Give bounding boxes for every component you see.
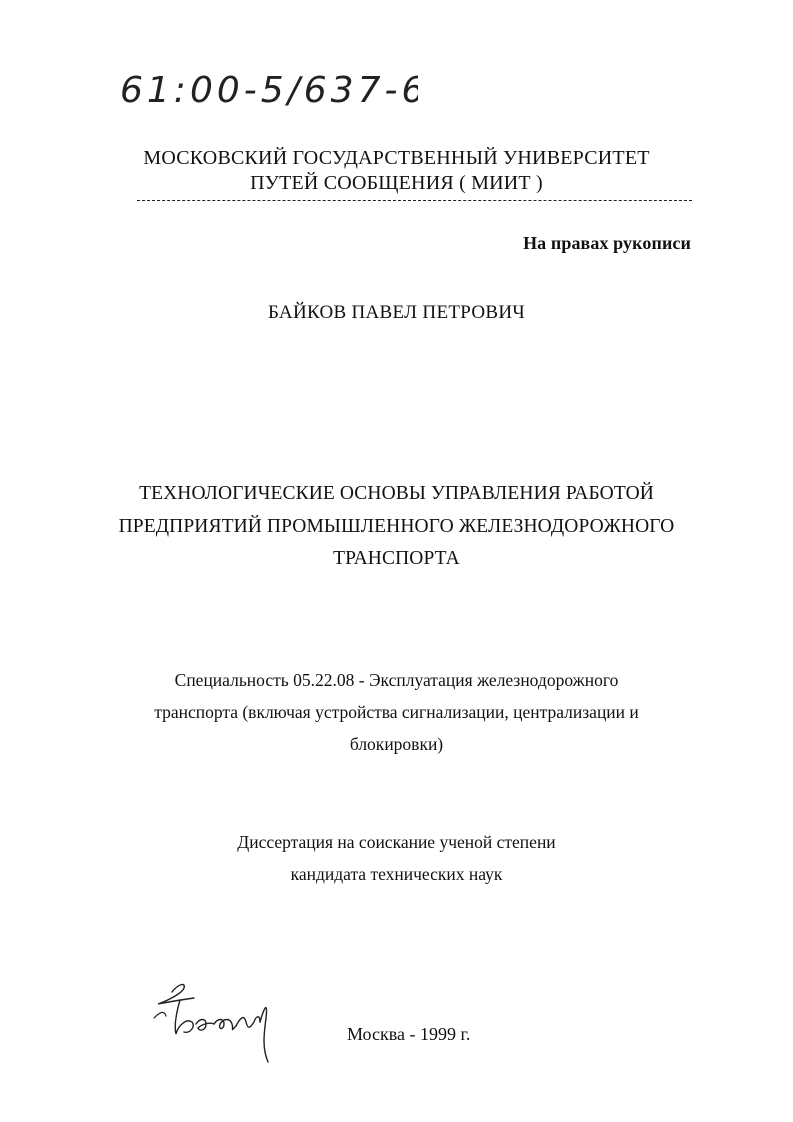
archive-code-text: 61:00-5/637-6 (120, 70, 418, 111)
handwritten-archive-code (118, 64, 418, 116)
dissertation-title (0, 478, 793, 576)
specialty-line-2: транспорта (включая устройства сигнализации, централизации и (154, 702, 639, 722)
title-line-3: ТРАНСПОРТА (333, 548, 460, 569)
handwritten-signature (150, 978, 290, 1068)
city-and-year: Москва - 1999 г. (347, 1024, 471, 1044)
title-line-1: ТЕХНОЛОГИЧЕСКИЕ ОСНОВЫ УПРАВЛЕНИЯ РАБОТОЙ (139, 483, 654, 504)
author-name: БАЙКОВ ПАВЕЛ ПЕТРОВИЧ (267, 302, 526, 323)
handwritten-code-drawing (118, 64, 418, 116)
specialty-block (0, 664, 793, 760)
dashed-divider (137, 200, 692, 201)
rights-note: На правах рукописи (523, 233, 691, 253)
university-line-1: МОСКОВСКИЙ ГОСУДАРСТВЕННЫЙ УНИВЕРСИТЕТ (143, 147, 650, 169)
degree-line-2: кандидата технических наук (290, 864, 503, 884)
university-name (0, 146, 793, 196)
signature-drawing (150, 978, 290, 1068)
specialty-line-3: блокировки) (349, 734, 444, 754)
specialty-line-1: Специальность 05.22.08 - Эксплуатация железнодорожного (174, 670, 619, 690)
degree-line-1: Диссертация на соискание ученой степени (237, 832, 556, 852)
degree-block (0, 826, 793, 890)
university-line-2: ПУТЕЙ СООБЩЕНИЯ ( МИИТ ) (250, 172, 543, 194)
title-line-2: ПРЕДПРИЯТИЙ ПРОМЫШЛЕННОГО ЖЕЛЕЗНОДОРОЖНОГО (118, 515, 675, 537)
